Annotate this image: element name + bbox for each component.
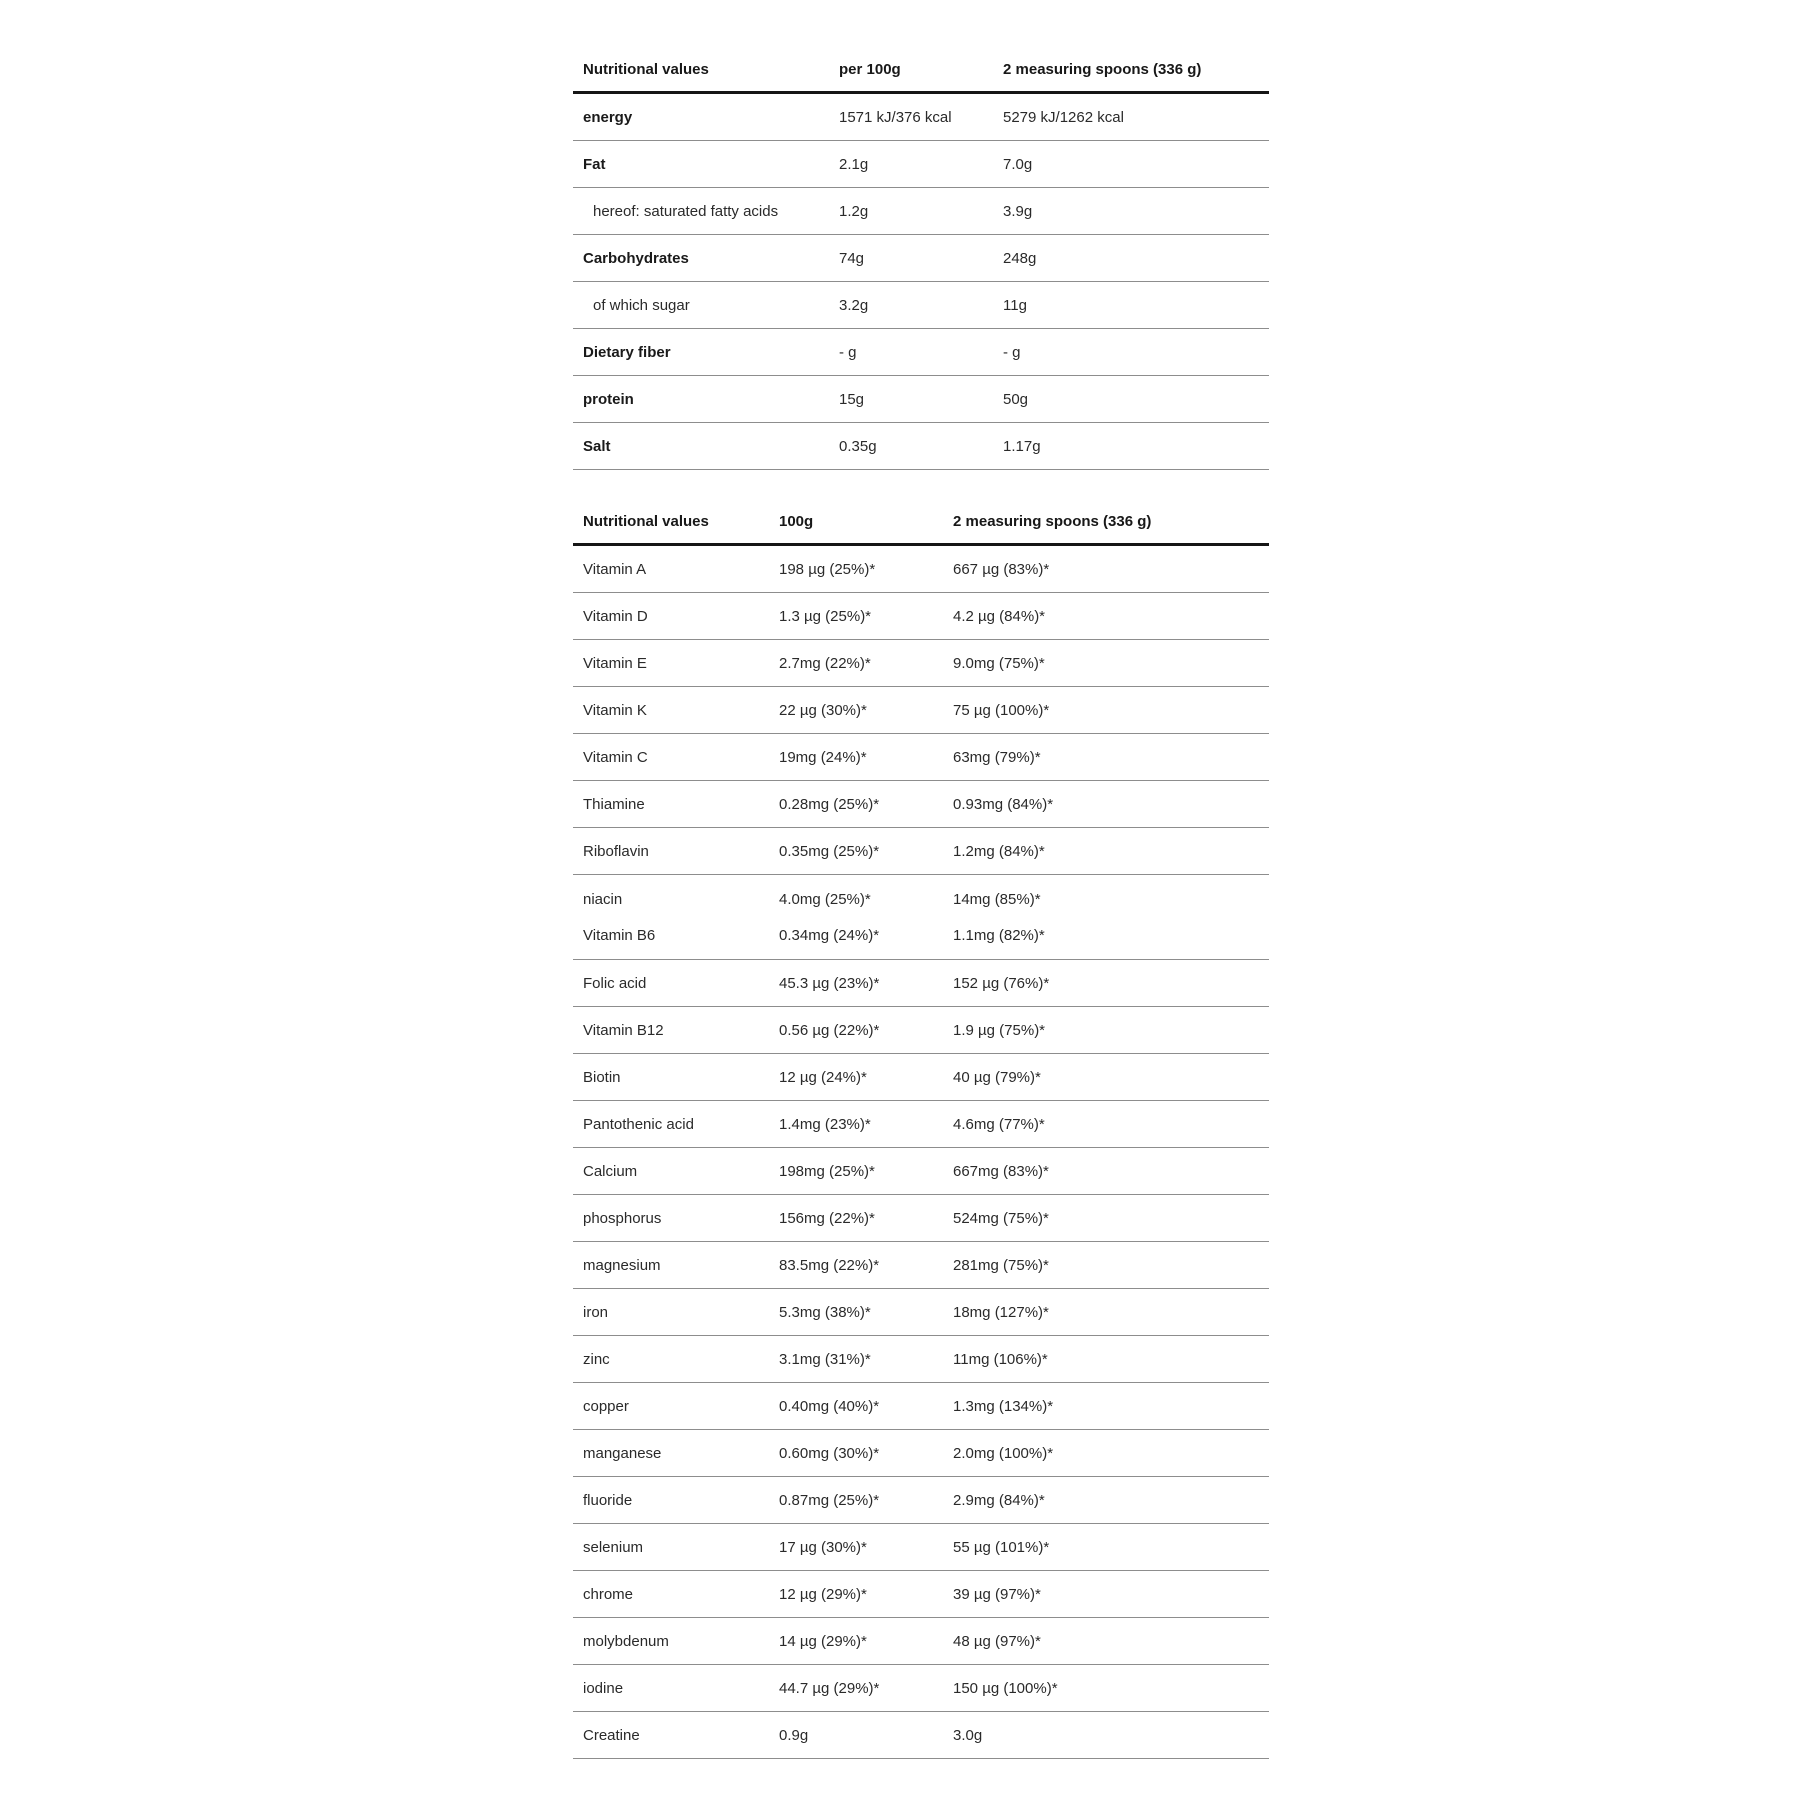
table-row	[573, 1242, 1269, 1289]
value-per-100g: 198 µg (25%)*	[779, 560, 876, 578]
nutrient-name: Vitamin B6	[583, 926, 656, 944]
nutrient-name: niacin	[583, 890, 623, 908]
value-per-100g: 74g	[839, 249, 865, 267]
value-per-serving: 40 µg (79%)*	[953, 1068, 1041, 1086]
nutrient-name: Salt	[583, 437, 611, 455]
value-per-100g: - g	[839, 343, 857, 361]
value-per-serving: 2.0mg (100%)*	[953, 1444, 1054, 1462]
nutrient-name: Vitamin A	[583, 560, 647, 578]
value-per-100g: 4.0mg (25%)*	[779, 890, 871, 908]
value-per-serving: 1.9 µg (75%)*	[953, 1021, 1046, 1039]
value-per-serving: 1.1mg (82%)*	[953, 926, 1045, 944]
table-row	[573, 1054, 1269, 1101]
macronutrients-body	[573, 94, 1269, 470]
table-row	[573, 687, 1269, 734]
nutrient-name: copper	[583, 1397, 629, 1415]
nutrient-name: Riboflavin	[583, 842, 649, 860]
value-per-serving: 39 µg (97%)*	[953, 1585, 1041, 1603]
value-per-100g: 0.60mg (30%)*	[779, 1444, 880, 1462]
value-per-serving: 3.9g	[1003, 202, 1033, 220]
value-per-100g: 156mg (22%)*	[779, 1209, 875, 1227]
table-row	[573, 960, 1269, 1007]
value-per-100g: 17 µg (30%)*	[779, 1538, 867, 1556]
value-per-100g: 1.2g	[839, 202, 869, 220]
nutrient-name: Carbohydrates	[583, 249, 689, 267]
value-per-100g: 0.35g	[839, 437, 877, 455]
value-per-serving: 9.0mg (75%)*	[953, 654, 1045, 672]
value-per-100g: 14 µg (29%)*	[779, 1632, 867, 1650]
value-per-serving: 524mg (75%)*	[953, 1209, 1049, 1227]
value-per-100g: 2.7mg (22%)*	[779, 654, 871, 672]
value-per-serving: 667 µg (83%)*	[953, 560, 1050, 578]
header-serving: 2 measuring spoons (336 g)	[1003, 61, 1202, 78]
nutrient-name: protein	[583, 390, 634, 408]
table-row	[573, 781, 1269, 828]
value-per-serving: 4.6mg (77%)*	[953, 1115, 1045, 1133]
table-row	[573, 1195, 1269, 1242]
value-per-serving: - g	[1003, 343, 1021, 361]
value-per-serving: 2.9mg (84%)*	[953, 1491, 1045, 1509]
value-per-100g: 12 µg (29%)*	[779, 1585, 867, 1603]
nutrient-name: Folic acid	[583, 974, 647, 992]
value-per-serving: 50g	[1003, 390, 1029, 408]
table-row-line	[573, 917, 1269, 953]
nutrient-name: iodine	[583, 1679, 624, 1697]
value-per-serving: 1.17g	[1003, 437, 1041, 455]
header-per-100g: per 100g	[839, 61, 901, 78]
nutrient-name: Thiamine	[583, 795, 645, 813]
nutrient-name: Vitamin K	[583, 701, 647, 719]
nutrient-name: fluoride	[583, 1491, 633, 1509]
table-row	[573, 640, 1269, 687]
macronutrients-table	[573, 48, 1269, 470]
macronutrients-header-row	[573, 48, 1269, 94]
table-row	[573, 1665, 1269, 1712]
value-per-serving: 11g	[1003, 296, 1027, 314]
nutrient-name: molybdenum	[583, 1632, 669, 1650]
nutrient-name: Vitamin D	[583, 607, 648, 625]
table-row	[573, 1524, 1269, 1571]
value-per-100g: 44.7 µg (29%)*	[779, 1679, 880, 1697]
value-per-serving: 281mg (75%)*	[953, 1256, 1049, 1274]
value-per-serving: 63mg (79%)*	[953, 748, 1041, 766]
value-per-serving: 14mg (85%)*	[953, 890, 1041, 908]
value-per-100g: 0.35mg (25%)*	[779, 842, 880, 860]
nutrient-name: iron	[583, 1303, 609, 1321]
nutrient-name: Dietary fiber	[583, 343, 671, 361]
value-per-serving: 248g	[1003, 249, 1037, 267]
nutrient-name: hereof: saturated fatty acids	[593, 202, 779, 220]
value-per-serving: 4.2 µg (84%)*	[953, 607, 1046, 625]
table-row	[573, 1571, 1269, 1618]
table-row	[573, 1430, 1269, 1477]
value-per-100g: 12 µg (24%)*	[779, 1068, 867, 1086]
value-per-serving: 152 µg (76%)*	[953, 974, 1050, 992]
value-per-100g: 1.3 µg (25%)*	[779, 607, 872, 625]
table-row	[573, 1618, 1269, 1665]
table-row	[573, 94, 1269, 141]
table-row	[573, 828, 1269, 875]
nutrient-name: magnesium	[583, 1256, 661, 1274]
nutrient-name: Fat	[583, 155, 606, 173]
nutrient-name: Calcium	[583, 1162, 638, 1180]
nutrient-name: phosphorus	[583, 1209, 662, 1227]
table-row	[573, 1007, 1269, 1054]
value-per-100g: 0.34mg (24%)*	[779, 926, 880, 944]
value-per-100g: 15g	[839, 390, 865, 408]
table-row	[573, 593, 1269, 640]
value-per-100g: 198mg (25%)*	[779, 1162, 875, 1180]
table-row	[573, 1712, 1269, 1759]
nutrient-name: energy	[583, 108, 633, 126]
header-nutritional-values: Nutritional values	[583, 61, 709, 78]
nutrient-name: Vitamin E	[583, 654, 647, 672]
table-row	[573, 329, 1269, 376]
table-row	[573, 734, 1269, 781]
micronutrients-header-row	[573, 500, 1269, 546]
value-per-100g: 83.5mg (22%)*	[779, 1256, 880, 1274]
micronutrients-table	[573, 500, 1269, 1759]
value-per-serving: 1.2mg (84%)*	[953, 842, 1045, 860]
header-nutritional-values: Nutritional values	[583, 513, 709, 530]
nutrient-name: Vitamin B12	[583, 1021, 664, 1039]
table-row	[573, 1336, 1269, 1383]
header-100g: 100g	[779, 513, 814, 530]
value-per-100g: 19mg (24%)*	[779, 748, 867, 766]
value-per-serving: 3.0g	[953, 1726, 983, 1744]
nutrient-name: Biotin	[583, 1068, 621, 1086]
header-serving: 2 measuring spoons (336 g)	[953, 513, 1152, 530]
table-row	[573, 1148, 1269, 1195]
value-per-100g: 3.2g	[839, 296, 869, 314]
value-per-serving: 0.93mg (84%)*	[953, 795, 1054, 813]
table-row	[573, 141, 1269, 188]
table-row	[573, 423, 1269, 470]
value-per-100g: 3.1mg (31%)*	[779, 1350, 871, 1368]
nutrient-name: selenium	[583, 1538, 644, 1556]
value-per-serving: 1.3mg (134%)*	[953, 1397, 1054, 1415]
value-per-serving: 55 µg (101%)*	[953, 1538, 1050, 1556]
value-per-100g: 0.9g	[779, 1726, 809, 1744]
nutrient-name: Creatine	[583, 1726, 640, 1744]
table-row-line	[573, 881, 1269, 917]
table-row	[573, 235, 1269, 282]
value-per-serving: 48 µg (97%)*	[953, 1632, 1041, 1650]
value-per-serving: 667mg (83%)*	[953, 1162, 1049, 1180]
value-per-100g: 1.4mg (23%)*	[779, 1115, 871, 1133]
value-per-100g: 1571 kJ/376 kcal	[839, 108, 952, 126]
value-per-100g: 0.28mg (25%)*	[779, 795, 880, 813]
table-row	[573, 1477, 1269, 1524]
table-row	[573, 546, 1269, 593]
table-row	[573, 282, 1269, 329]
micronutrients-body	[573, 546, 1269, 1759]
nutrient-name: chrome	[583, 1585, 634, 1603]
value-per-serving: 5279 kJ/1262 kcal	[1003, 108, 1124, 126]
table-row	[573, 1289, 1269, 1336]
value-per-100g: 0.40mg (40%)*	[779, 1397, 880, 1415]
table-row	[573, 875, 1269, 960]
nutrient-name: manganese	[583, 1444, 662, 1462]
value-per-100g: 2.1g	[839, 155, 869, 173]
table-row	[573, 1383, 1269, 1430]
table-row	[573, 376, 1269, 423]
table-row	[573, 1101, 1269, 1148]
value-per-serving: 7.0g	[1003, 155, 1033, 173]
value-per-serving: 75 µg (100%)*	[953, 701, 1050, 719]
nutrient-name: Pantothenic acid	[583, 1115, 694, 1133]
value-per-100g: 22 µg (30%)*	[779, 701, 867, 719]
value-per-serving: 18mg (127%)*	[953, 1303, 1049, 1321]
nutrient-name: Vitamin C	[583, 748, 648, 766]
nutrient-name: zinc	[583, 1350, 610, 1368]
value-per-100g: 5.3mg (38%)*	[779, 1303, 871, 1321]
value-per-100g: 0.56 µg (22%)*	[779, 1021, 880, 1039]
table-row	[573, 188, 1269, 235]
value-per-serving: 150 µg (100%)*	[953, 1679, 1058, 1697]
value-per-100g: 0.87mg (25%)*	[779, 1491, 880, 1509]
value-per-serving: 11mg (106%)*	[953, 1350, 1048, 1368]
nutrient-name: of which sugar	[593, 296, 690, 314]
value-per-100g: 45.3 µg (23%)*	[779, 974, 880, 992]
